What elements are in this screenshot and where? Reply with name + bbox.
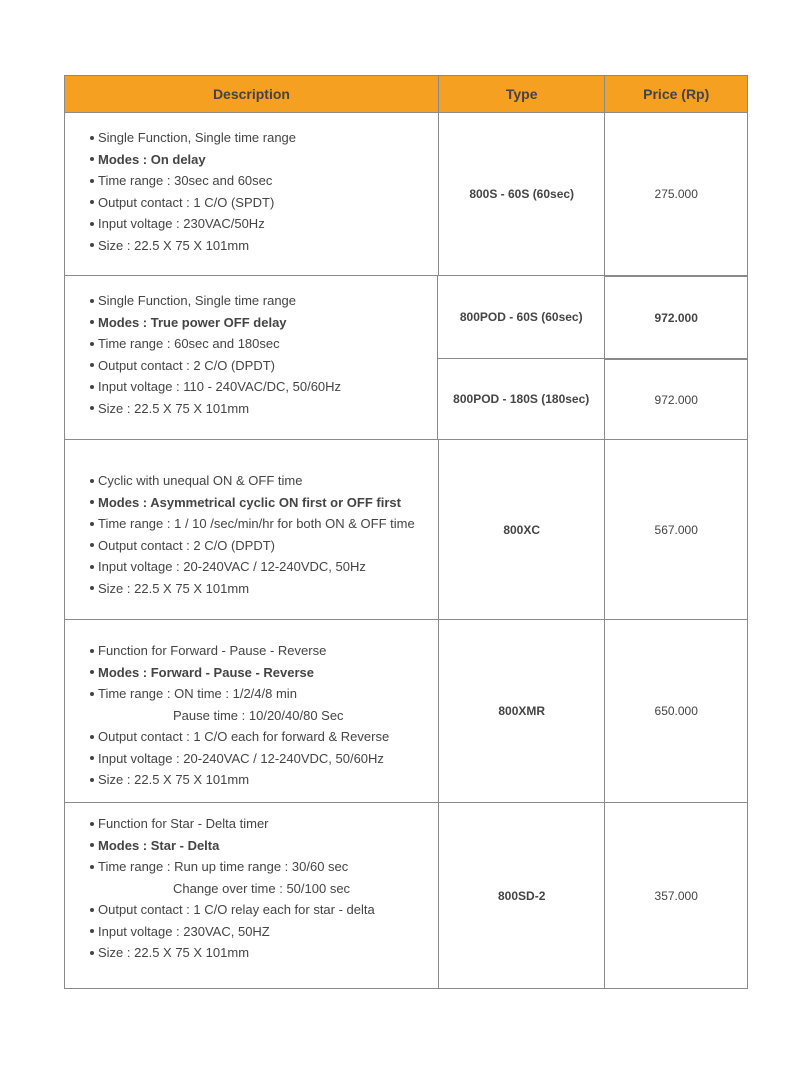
description-cell bbox=[65, 620, 438, 802]
desc-line: Time range : 1 / 10 /sec/min/hr for both ON & OFF time bbox=[87, 513, 438, 535]
bullet-icon bbox=[90, 865, 94, 869]
price-cell: 650.000 bbox=[604, 620, 747, 802]
bullet-icon bbox=[90, 479, 94, 483]
description-cell bbox=[65, 276, 437, 439]
table-row bbox=[64, 620, 748, 803]
desc-line: Input voltage : 20-240VAC / 12-240VDC, 50/60Hz bbox=[87, 748, 438, 770]
desc-line: Function for Forward - Pause - Reverse bbox=[87, 640, 438, 662]
header-type: Type bbox=[438, 76, 605, 112]
price-cell: 275.000 bbox=[604, 113, 747, 275]
desc-line: Modes : Forward - Pause - Reverse bbox=[87, 662, 438, 684]
desc-line: Size : 22.5 X 75 X 101mm bbox=[87, 235, 438, 257]
bullet-icon bbox=[90, 299, 94, 303]
price-table bbox=[64, 75, 748, 989]
table-row bbox=[64, 440, 748, 620]
bullet-icon bbox=[90, 565, 94, 569]
type-cell: 800XMR bbox=[438, 620, 605, 802]
bullet-icon bbox=[90, 692, 94, 696]
desc-line: Size : 22.5 X 75 X 101mm bbox=[87, 942, 438, 964]
bullet-icon bbox=[90, 929, 94, 933]
price-cell: 972.000 bbox=[604, 276, 747, 358]
bullet-icon bbox=[90, 222, 94, 226]
price-cell: 972.000 bbox=[604, 359, 747, 439]
table-row bbox=[64, 276, 748, 440]
description-cell bbox=[65, 440, 438, 619]
header-description: Description bbox=[212, 86, 290, 102]
desc-line: Input voltage : 230VAC/50Hz bbox=[87, 213, 438, 235]
bullet-icon bbox=[90, 200, 94, 204]
desc-line: Function for Star - Delta timer bbox=[87, 813, 438, 835]
desc-line: Input voltage : 110 - 240VAC/DC, 50/60Hz bbox=[87, 376, 437, 398]
bullet-icon bbox=[90, 157, 94, 161]
type-cell: 800POD - 60S (60sec) bbox=[459, 310, 583, 324]
bullet-icon bbox=[90, 342, 94, 346]
bullet-icon bbox=[90, 522, 94, 526]
desc-line: Time range : ON time : 1/2/4/8 min bbox=[87, 683, 438, 705]
bullet-icon bbox=[90, 822, 94, 826]
split-cells bbox=[437, 276, 747, 439]
desc-line: Single Function, Single time range bbox=[87, 290, 437, 312]
bullet-icon bbox=[90, 756, 94, 760]
bullet-icon bbox=[90, 586, 94, 590]
bullet-icon bbox=[90, 320, 94, 324]
bullet-icon bbox=[90, 670, 94, 674]
bullet-icon bbox=[90, 406, 94, 410]
desc-line: Time range : Run up time range : 30/60 sec bbox=[87, 856, 438, 878]
desc-line: Input voltage : 230VAC, 50HZ bbox=[87, 921, 438, 943]
desc-line: Single Function, Single time range bbox=[87, 127, 438, 149]
description-cell bbox=[65, 803, 438, 988]
header-price: Price (Rp) bbox=[604, 76, 747, 112]
desc-line: Output contact : 1 C/O (SPDT) bbox=[87, 192, 438, 214]
bullet-icon bbox=[90, 363, 94, 367]
desc-line: Modes : True power OFF delay bbox=[87, 312, 437, 334]
bullet-icon bbox=[90, 136, 94, 140]
desc-line: Modes : Star - Delta bbox=[87, 835, 438, 857]
bullet-icon bbox=[90, 500, 94, 504]
desc-line: Pause time : 10/20/40/80 Sec bbox=[173, 707, 344, 723]
desc-line: Size : 22.5 X 75 X 101mm bbox=[87, 578, 438, 600]
sub-row bbox=[438, 276, 747, 358]
type-cell: 800XC bbox=[438, 440, 605, 619]
bullet-icon bbox=[90, 735, 94, 739]
desc-line: Size : 22.5 X 75 X 101mm bbox=[87, 398, 437, 420]
bullet-icon bbox=[90, 543, 94, 547]
desc-line: Time range : 60sec and 180sec bbox=[87, 333, 437, 355]
table-row bbox=[64, 113, 748, 276]
type-cell: 800POD - 180S (180sec) bbox=[453, 392, 590, 406]
desc-line: Output contact : 1 C/O each for forward & Reverse bbox=[87, 726, 438, 748]
bullet-icon bbox=[90, 843, 94, 847]
table-header bbox=[64, 75, 748, 113]
bullet-icon bbox=[90, 385, 94, 389]
bullet-icon bbox=[90, 243, 94, 247]
type-cell: 800SD-2 bbox=[438, 803, 605, 988]
desc-line: Size : 22.5 X 75 X 101mm bbox=[87, 769, 438, 791]
description-cell bbox=[65, 113, 438, 275]
desc-line: Output contact : 2 C/O (DPDT) bbox=[87, 535, 438, 557]
type-cell: 800S - 60S (60sec) bbox=[438, 113, 605, 275]
desc-line: Cyclic with unequal ON & OFF time bbox=[87, 470, 438, 492]
sub-row bbox=[438, 358, 747, 439]
desc-line: Change over time : 50/100 sec bbox=[173, 880, 351, 896]
desc-line: Input voltage : 20-240VAC / 12-240VDC, 50Hz bbox=[87, 556, 438, 578]
bullet-icon bbox=[90, 649, 94, 653]
table-row bbox=[64, 803, 748, 989]
desc-line: Time range : 30sec and 60sec bbox=[87, 170, 438, 192]
price-cell: 357.000 bbox=[604, 803, 747, 988]
price-cell: 567.000 bbox=[604, 440, 747, 619]
desc-line: Output contact : 1 C/O relay each for star - delta bbox=[87, 899, 438, 921]
bullet-icon bbox=[90, 908, 94, 912]
desc-line: Modes : On delay bbox=[87, 149, 438, 171]
desc-line: Output contact : 2 C/O (DPDT) bbox=[87, 355, 437, 377]
bullet-icon bbox=[90, 951, 94, 955]
bullet-icon bbox=[90, 179, 94, 183]
desc-line: Modes : Asymmetrical cyclic ON first or OFF first bbox=[87, 492, 438, 514]
bullet-icon bbox=[90, 778, 94, 782]
